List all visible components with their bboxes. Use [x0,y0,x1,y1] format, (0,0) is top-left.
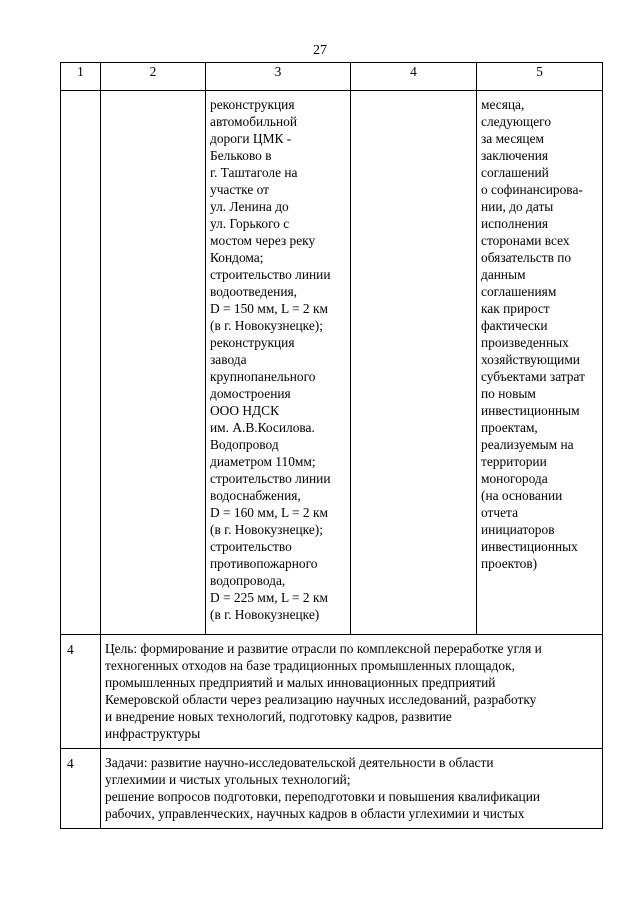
header-col-3: 3 [206,63,351,91]
goal-number-cell: 4 [61,635,101,749]
tasks-text: Задачи: развитие научно-исследовательской деятельности в области углехимии и чистых угольных технологий; решение вопросов подготовки, переподготовки и повышения квалификации рабочих, управленческих, научных кадров в области углехимии и чистых [105,755,541,821]
header-col-5: 5 [477,63,603,91]
cell-col-2 [101,91,206,635]
cell-col-4 [351,91,477,635]
document-table [60,62,603,829]
indicator-method-text: месяца, следующего за месяцем заключения соглашений о софинансирова- нии, до даты исполнения сторонами всех обязательств по данным соглашениям как прирост фактически произведенных хозяйствующими субъектами затрат по новым инвестиционным проектам, реализуемым на территории моногорода (на основании отчета инициаторов инвестиционных проектов) [481,97,585,571]
cell-col-1 [61,91,101,635]
cell-col-5 [477,91,603,635]
tasks-text-cell [101,749,603,829]
goal-text-cell [101,635,603,749]
table-header-row [61,63,603,91]
goal-text: Цель: формирование и развитие отрасли по комплексной переработке угля и техногенных отходов на базе традиционных промышленных площадок, промышленных предприятий и малых инновационных предприятий Кемеровской области через реализацию научных исследований, разработку и внедрение новых технологий, подготовку кадров, развитие инфраструктуры [105,641,542,741]
cell-col-3 [206,91,351,635]
tasks-number-cell: 4 [61,749,101,829]
project-list-text: реконструкция автомобильной дороги ЦМК - Бельково в г. Таштаголе на участке от ул. Ленина до ул. Горького с мостом через реку Кондома; строительство линии водоотведения, D = 150 мм, L = 2 км (в г. Новокузнецке); реконструкция завода крупнопанельного домостроения ООО НДСК им. А.В.Косилова. Водопровод диаметром 110мм; строительство линии водоснабжения, D = 160 мм, L = 2 км (в г. Новокузнецке); строительство противопожарного водопровода, D = 225 мм, L = 2 км (в г. Новокузнецке) [210,97,331,622]
header-col-1: 1 [61,63,101,91]
table-row-goal [61,635,603,749]
header-col-2: 2 [101,63,206,91]
table-row [61,91,603,635]
table-row-tasks [61,749,603,829]
header-col-4: 4 [351,63,477,91]
page-number: 27 [313,43,327,58]
